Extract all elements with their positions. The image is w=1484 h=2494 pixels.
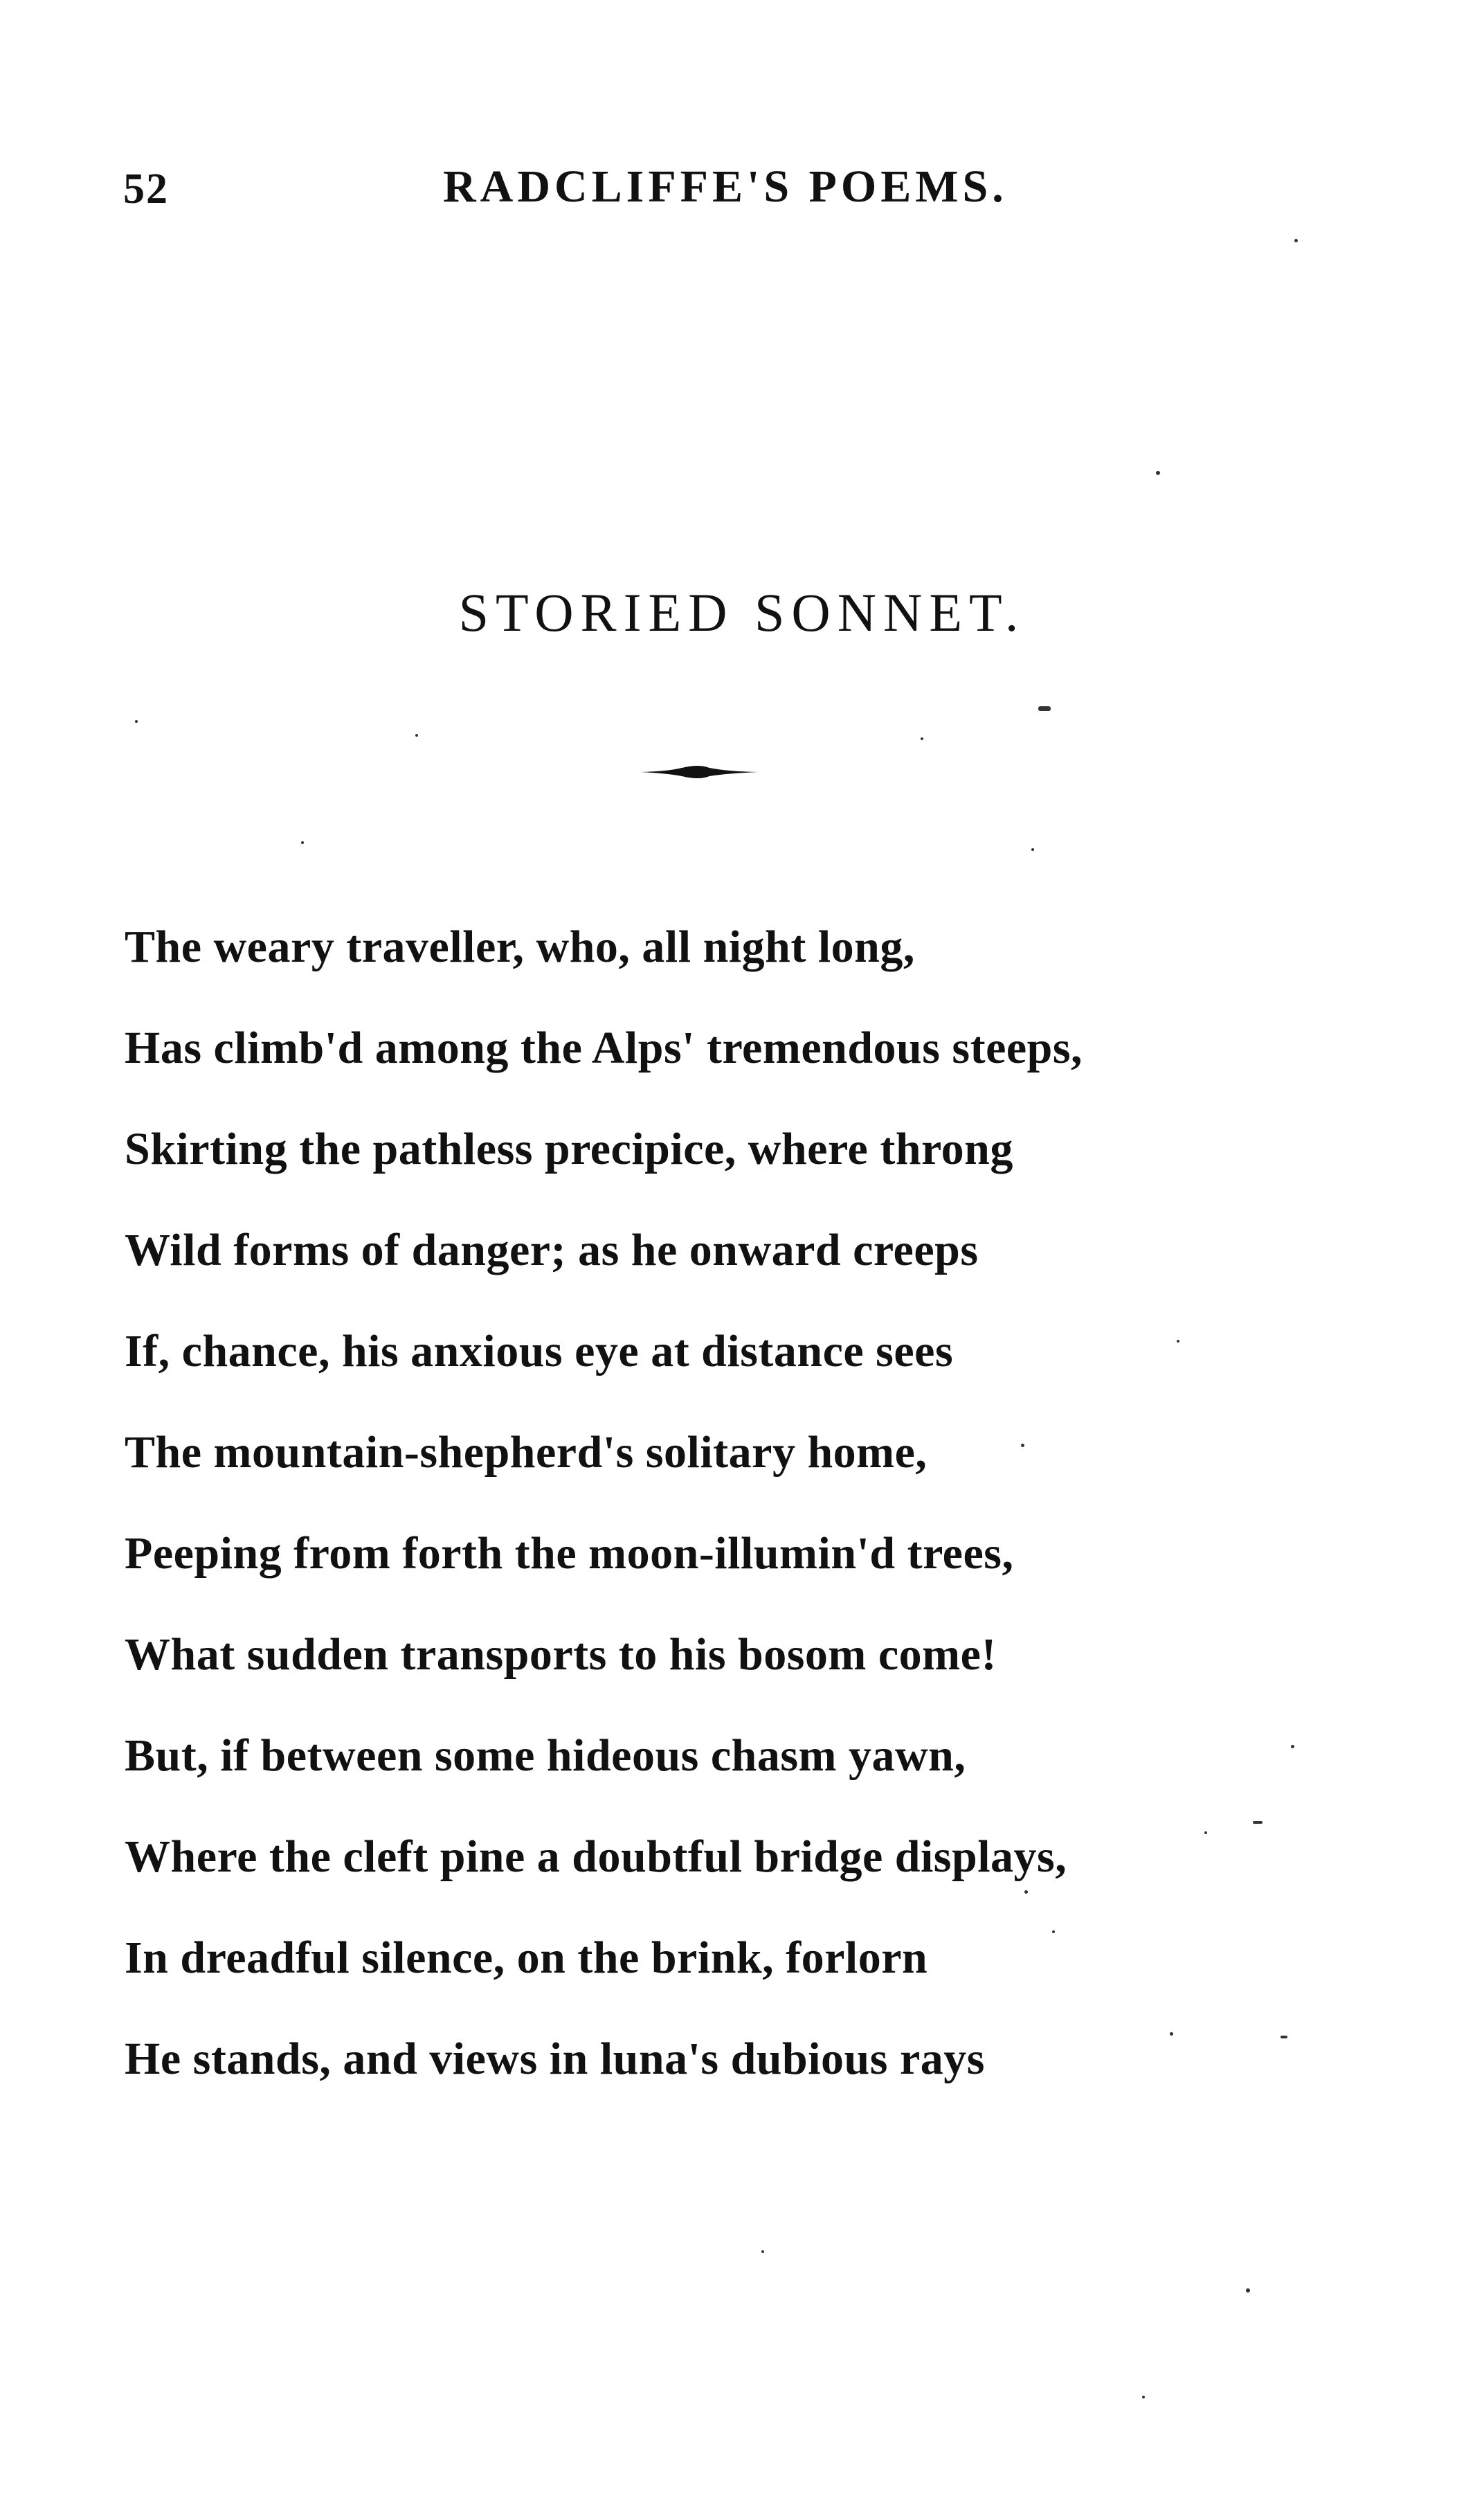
scan-speck (1052, 1930, 1055, 1933)
poem-line: The weary traveller, who, all night long, (125, 922, 915, 972)
scan-speck (761, 2250, 764, 2253)
scan-speck (1038, 706, 1051, 711)
ornamental-rule-icon (640, 758, 758, 786)
scan-speck (1021, 1444, 1024, 1447)
scan-speck (921, 737, 923, 740)
poem-title: STORIED SONNET. (458, 582, 1026, 643)
poem-line: Skirting the pathless precipice, where throng (125, 1124, 1013, 1174)
page-number: 52 (123, 165, 169, 213)
poem-line: He stands, and views in luna's dubious rays (125, 2034, 985, 2084)
scan-speck (1246, 2288, 1250, 2293)
scan-speck (1156, 471, 1160, 475)
poem-line: Has climb'd among the Alps' tremendous steeps, (125, 1023, 1083, 1073)
scan-speck (1294, 239, 1298, 242)
scan-speck (1142, 2396, 1145, 2398)
poem-line: If, chance, his anxious eye at distance sees (125, 1326, 954, 1376)
scan-speck (1204, 1831, 1207, 1834)
poem-line: In dreadful silence, on the brink, forlorn (125, 1932, 928, 1983)
poem-line: Where the cleft pine a doubtful bridge displays, (125, 1831, 1067, 1882)
poem-line: What sudden transports to his bosom come! (125, 1629, 997, 1680)
scan-speck (1253, 1821, 1263, 1824)
poem-line: Peeping from forth the moon-illumin'd trees, (125, 1528, 1014, 1579)
scan-speck (135, 720, 138, 723)
scan-speck (1170, 2032, 1173, 2036)
scan-speck (1281, 2036, 1287, 2038)
poem-line: Wild forms of danger; as he onward creeps (125, 1225, 979, 1275)
scan-speck (415, 734, 418, 737)
scan-speck (1024, 1890, 1028, 1894)
poem-line: The mountain-shepherd's solitary home, (125, 1427, 928, 1478)
scan-speck (1291, 1745, 1294, 1748)
poem-line: But, if between some hideous chasm yawn, (125, 1730, 966, 1781)
running-head: RADCLIFFE'S POEMS. (443, 161, 1008, 212)
scan-speck (1031, 848, 1034, 851)
poem-body (125, 897, 1083, 2110)
scan-speck (1177, 1340, 1179, 1343)
scan-speck (301, 841, 304, 844)
